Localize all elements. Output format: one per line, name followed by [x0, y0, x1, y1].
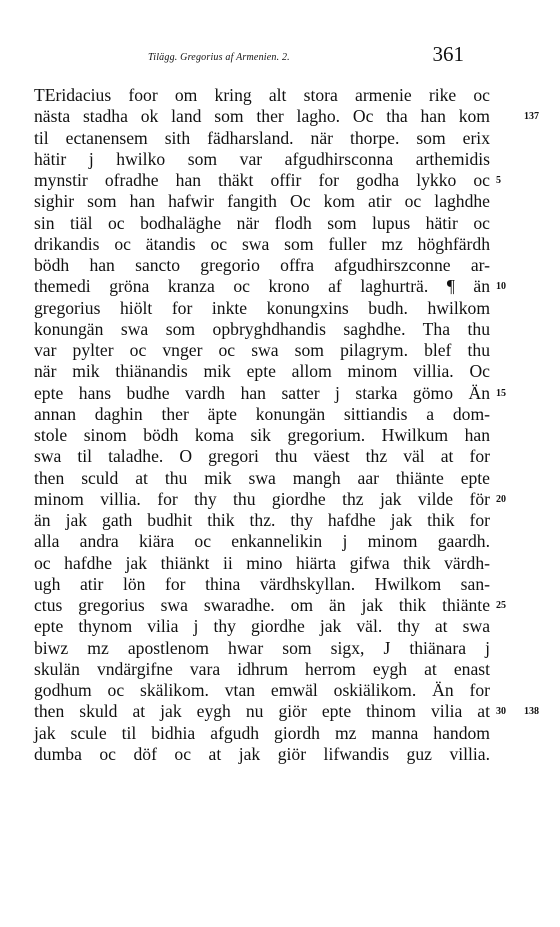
text-line: then skuld at jak eygh nu giör epte thinom vilia at	[34, 701, 490, 722]
text-line: stole sinom bödh koma sik gregorium. Hwilkum han	[34, 425, 490, 445]
text-line: dumba oc döf oc at jak giör lifwandis guz villia.	[34, 743, 490, 764]
text-line: epte hans budhe vardh han satter j starka gömo Än	[34, 382, 490, 403]
text-line: nästa stadha ok land som ther lagho. Oc tha han kom	[34, 106, 490, 127]
page-number: 361	[432, 42, 464, 66]
text-line: konungän swa som opbryghdhandis saghdhe. Tha thu	[34, 318, 490, 339]
text-line: epte thynom vilia j thy giordhe jak väl. thy at swa	[34, 616, 490, 637]
page-header	[0, 42, 560, 72]
margin-number: 137	[524, 111, 539, 123]
body-text	[34, 85, 490, 765]
text-line: til ectanensem sith fädharsland. när thorpe. som erix	[34, 127, 490, 148]
margin-number: 30	[496, 706, 506, 718]
text-line: alla andra kiära oc enkannelikin j minom gaardh.	[34, 531, 490, 552]
margin-number: 10	[496, 281, 506, 293]
text-line: swa til taladhe. O gregori thu väest thz väl at for	[34, 446, 490, 467]
text-line: sin tiäl oc bodhaläghe när flodh som lupus hätir oc	[34, 212, 490, 233]
text-line: gregorius hiölt for inkte konungxins budh. hwilkom	[34, 297, 490, 318]
margin-number: 15	[496, 387, 506, 399]
margin-number: 5	[496, 175, 501, 186]
text-line: när mik thiänandis mik epte allom minom villia. Oc	[34, 361, 490, 382]
text-line: jak scule til bidhia afgudh giordh mz manna handom	[34, 722, 490, 743]
text-line: godhum oc skälikom. vtan emwäl oskiälikom. Än for	[34, 680, 490, 700]
margin-number: 138	[524, 706, 539, 718]
text-line: minom villia. for thy thu giordhe thz jak vilde för	[34, 488, 490, 509]
text-line: sighir som han hafwir fangith Oc kom atir oc laghdhe	[34, 191, 490, 212]
text-line: ugh atir lön for thina värdhskyllan. Hwilkom san-	[34, 573, 490, 594]
text-line: TEridacius foor om kring alt stora armenie rike oc	[34, 85, 490, 105]
text-line: hätir j hwilko som var afgudhirsconna arthemidis	[34, 148, 490, 169]
text-line: ctus gregorius swa swaradhe. om än jak thik thiänte	[34, 595, 490, 615]
text-line: mynstir ofradhe han thäkt offir for godha lykko oc	[34, 170, 490, 190]
text-line: drikandis oc ätandis oc swa som fuller mz höghfärdh	[34, 233, 490, 254]
text-line: bödh han sancto gregorio offra afgudhirszconne ar-	[34, 255, 490, 275]
text-line: then sculd at thu mik swa mangh aar thiänte epte	[34, 467, 490, 488]
text-line: var pylter oc vnger oc swa som pilagrym. blef thu	[34, 340, 490, 360]
margin-number: 25	[496, 600, 506, 611]
text-line: än jak gath budhit thik thz. thy hafdhe jak thik for	[34, 510, 490, 530]
text-line: skulän vndärgifne vara idhrum herrom eygh at enast	[34, 658, 490, 679]
text-line: annan daghin ther äpte konungän sittiandis a dom-	[34, 403, 490, 424]
text-line: biwz mz apostlenom hwar som sigx, J thiänara j	[34, 637, 490, 658]
running-head: Tilägg. Gregorius af Armenien. 2.	[148, 52, 290, 63]
text-line: themedi gröna kranza oc krono af laghurträ. ¶ än	[34, 276, 490, 297]
text-line: oc hafdhe jak thiänkt ii mino hiärta gifwa thik värdh-	[34, 552, 490, 573]
margin-number: 20	[496, 493, 506, 505]
